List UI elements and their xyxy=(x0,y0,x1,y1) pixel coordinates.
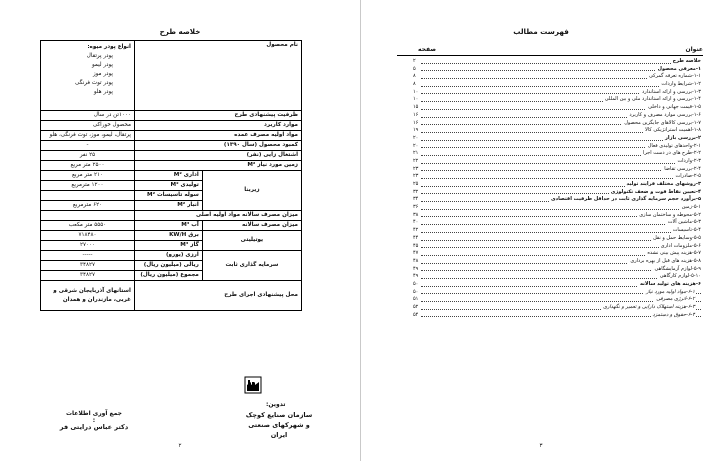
location-value: استانهای آذربایجان شرقی و غربی، مازندران و همدان xyxy=(41,281,135,311)
toc-entry-title: ۵-۹-لوازم آزمایشگاهی xyxy=(654,265,701,272)
toc-entry-page: ۳۶ xyxy=(413,204,419,211)
page-number: ۲ xyxy=(178,443,182,449)
toc-entry-title: ۵-۴-تاسیسات xyxy=(672,227,701,234)
toc-entry-title: ۵-۷-هزینه پیش بینی نشده xyxy=(647,250,701,257)
toc-entry-page: ۲۰ xyxy=(413,142,419,149)
toc-entry[interactable] xyxy=(413,204,701,212)
toc-col-page: صفحه xyxy=(418,46,437,53)
electricity-value: ۷۱۸۴۸۰ xyxy=(41,231,135,241)
toc-entry-title: ۳-روشهای مختلف فرایند تولید xyxy=(626,181,701,187)
toc-entry-title: ۵-۳-ماشین آلات xyxy=(667,219,701,226)
toc-entry[interactable] xyxy=(413,212,701,220)
dot-leader xyxy=(421,232,701,233)
toc-entry[interactable] xyxy=(413,281,701,289)
toc-entry-page: ۲۳ xyxy=(413,173,419,180)
toc-entry-title: ۶-۱-مواد اولیه مورد نیاز xyxy=(646,288,695,295)
toc-entry-title: ۱-معرفی محصول xyxy=(657,65,701,72)
toc-entry-page: ۱۰ xyxy=(413,88,419,95)
toc-entry-title: ۴-تعیین نقاط قوت و ضعف تکنولوژی xyxy=(610,188,701,195)
dot-leader xyxy=(421,163,701,164)
toc-entry-page: ۵ xyxy=(413,65,416,72)
toc-entry-page: ۵۰ xyxy=(413,288,419,295)
toc-entry[interactable] xyxy=(413,235,701,243)
toc-entry-page: ۳۸ xyxy=(413,211,419,218)
dot-leader xyxy=(421,224,701,225)
warehouse-label: انبار M² xyxy=(134,201,202,211)
collected-by-label: جمع آوری اطلاعات : xyxy=(65,410,122,424)
toc-entry-page: ۱۶ xyxy=(413,111,419,118)
toc-entry[interactable] xyxy=(413,166,701,174)
toc-list xyxy=(413,58,701,319)
capacity-value: ۱۰۰۰تن در سال xyxy=(41,111,135,121)
toc-entry-title: ۱-۱-شماره تعرفه گمرکی xyxy=(648,73,701,80)
toc-entry-page: ۱۵ xyxy=(413,104,419,111)
materials-label: مواد اولیه مصرف عمده xyxy=(134,131,301,141)
toc-entry[interactable] xyxy=(413,104,701,112)
dot-leader xyxy=(421,140,701,141)
admin-value: ۲۱۰ متر مربع xyxy=(41,171,135,181)
materials-consumption-label: میزان مصرف سالانه مواد اولیه اصلی xyxy=(134,211,301,221)
toc-entry-title: ۱-۴-بررسی و ارائه استاندارد ملی و بین المللی xyxy=(604,96,701,103)
toc-entry-page: ۸ xyxy=(413,81,416,88)
toc-entry[interactable] xyxy=(413,143,701,151)
toc-entry[interactable] xyxy=(413,219,701,227)
land-value: ۲۵۰۰ متر مربع xyxy=(41,161,135,171)
usage-value: محصول خوراکی xyxy=(41,121,135,131)
toc-entry-page: ۲۰ xyxy=(413,134,419,141)
toc-entry[interactable] xyxy=(413,250,701,258)
toc-entry[interactable] xyxy=(413,81,701,89)
toc-entry-title: ۱-۳-بررسی و ارائه استاندارد xyxy=(641,88,701,95)
water-label: آب M³ xyxy=(134,221,202,231)
page-number: ۳ xyxy=(539,443,543,449)
toc-entry-page: ۳۴ xyxy=(413,196,419,203)
toc-entry-title: ۵-۲-محوطه و ساختمان سازی xyxy=(639,211,701,218)
toc-entry-title: ۶-۴-حقوق و دستمزد xyxy=(652,311,695,318)
toc-entry-page: ۴۷ xyxy=(413,250,419,257)
employment-value: ۲۵ نفر xyxy=(41,151,135,161)
toc-entry-page: ۱۶ xyxy=(413,119,419,126)
total-label: مجموع (میلیون ریال) xyxy=(134,271,202,281)
toc-entry-page: ۲۱ xyxy=(413,150,419,157)
warehouse-value: ۶۲۰ مترمربع xyxy=(41,201,135,211)
electricity-label: برق KW/H xyxy=(134,231,202,241)
toc-entry[interactable] xyxy=(413,158,701,166)
product-item: پودر موز xyxy=(92,71,113,77)
toc-col-title: عنوان xyxy=(685,46,703,53)
toc-entry[interactable] xyxy=(413,135,701,143)
fx-label: ارزی (یورو) xyxy=(134,251,202,261)
water-value: ۵۵۵۰ متر مکعب xyxy=(41,221,135,231)
toc-entry[interactable] xyxy=(413,227,701,235)
toc-entry[interactable] xyxy=(413,150,701,158)
dot-leader xyxy=(421,178,701,179)
toc-entry[interactable] xyxy=(413,181,701,189)
rial-value: ۳۴۸۲۷ xyxy=(41,261,135,271)
toc-entry[interactable] xyxy=(413,296,701,304)
capacity-label: ظرفیت پیشنهادی طرح xyxy=(134,111,301,121)
product-name-label: نام محصول xyxy=(134,41,301,111)
fx-value: ----- xyxy=(41,251,135,261)
toc-entry-page: ۳۲ xyxy=(413,188,419,195)
toc-entry-title: ۶-۲-انرژی مصرفی xyxy=(656,296,695,303)
toc-entry-title: ۵-۵-وسایط حمل و نقل xyxy=(653,234,701,241)
toc-entry-title: ۱-۸-اهمیت استراتژیکی کالا xyxy=(645,127,701,134)
toc-entry-page: ۴۹ xyxy=(413,273,419,280)
toc-entry[interactable] xyxy=(413,112,701,120)
utilities-label: یوتیلیتی xyxy=(202,231,301,251)
dot-leader xyxy=(421,209,701,210)
toc-entry-title: ۲-۳-واردات xyxy=(677,157,701,164)
toc-entry-page: ۲۲ xyxy=(413,157,419,164)
total-value: ۳۴۸۲۷ xyxy=(41,271,135,281)
toc-entry-page: ۴۵ xyxy=(413,242,419,249)
dot-leader xyxy=(421,63,701,64)
product-item: پودر هلو xyxy=(93,89,113,95)
toc-entry-title: ۲-۴-بررسی تقاضا xyxy=(664,165,701,172)
gas-label: گاز M³ xyxy=(134,241,202,251)
annual-consumption-label: میزان مصرف سالانه xyxy=(202,221,301,231)
materials-value: پرتقال، لیمو، موز، توت فرنگی، هلو xyxy=(41,131,135,141)
fixed-capital-label: سرمایه گذاری ثابت xyxy=(202,251,301,281)
toc-entry-title: خلاصه طرح xyxy=(672,58,701,64)
toc-entry[interactable] xyxy=(413,196,701,204)
toc-entry-title: ۱-۷-بررسی کالاهای جایگزین محصول xyxy=(624,119,701,126)
toc-entry[interactable] xyxy=(413,120,701,128)
toc-entry-title: ۱-۲-شرایط واردات xyxy=(661,81,701,88)
toc-entry[interactable] xyxy=(413,58,701,66)
materials-consumption-value xyxy=(41,211,135,221)
gas-value: ۲۷۰۰۰ xyxy=(41,241,135,251)
toc-entry-title: ۵-۶-ملزومات اداری xyxy=(660,242,701,249)
organization-logo-icon xyxy=(244,376,262,394)
toc-entry-page: ۲۳ xyxy=(413,165,419,172)
toc-entry-page: ۵۱ xyxy=(413,296,419,303)
toc-entry[interactable] xyxy=(413,304,701,312)
toc-entry[interactable] xyxy=(413,73,701,81)
toc-entry[interactable] xyxy=(413,266,701,274)
toc-entry-title: ۲-۵-صادرات xyxy=(675,173,701,180)
summary-table xyxy=(40,40,302,311)
toc-title: فهرست مطالب xyxy=(513,27,569,36)
toc-entry-page: ۴۲ xyxy=(413,227,419,234)
compiled-by-label: تدوین: xyxy=(266,401,286,408)
toc-entry-title: ۵-۱۰-لوازم کارگاهی xyxy=(659,273,701,280)
toc-entry[interactable] xyxy=(413,96,701,104)
product-item: انواع پودر میوه: xyxy=(87,44,131,50)
toc-entry-title: ۲-بررسی بازار xyxy=(665,134,701,141)
product-item: پودر لیمو xyxy=(92,62,113,68)
toc-entry-page: ۱۰ xyxy=(413,96,419,103)
employment-label: اشتغال زایی (نفر) xyxy=(134,151,301,161)
production-label: تولیدی M² xyxy=(134,181,202,191)
toc-entry-title: ۵-۱-زمین xyxy=(681,204,701,211)
organization-name: سازمان صنایع کوچک و شهرکهای صنعتی ایران xyxy=(245,411,313,439)
toc-entry-page: ۱۹ xyxy=(413,127,419,134)
toc-page xyxy=(361,0,720,461)
location-label: محل پیشنهادی اجرای طرح xyxy=(134,281,301,311)
toc-entry[interactable] xyxy=(413,258,701,266)
toc-entry-page: ۸ xyxy=(413,73,416,80)
toc-entry[interactable] xyxy=(413,273,701,281)
infra-label: زیربنا xyxy=(202,171,301,211)
shortage-label: کمبود محصول (سال ۱۳۹۰) xyxy=(134,141,301,151)
shortage-value: - xyxy=(41,141,135,151)
toc-entry[interactable] xyxy=(413,312,701,320)
toc-entry-title: ۱-۶-بررسی موارد مصرف و کاربرد xyxy=(629,111,701,118)
dot-leader xyxy=(421,170,701,171)
toc-entry-title: ۵-۸-هزینه های قبل از بهره برداری xyxy=(630,257,701,264)
toc-entry-page: ۵۴ xyxy=(413,311,419,318)
toc-entry-title: ۶-هزینه های تولید سالانه xyxy=(639,280,701,287)
admin-label: اداری M² xyxy=(134,171,202,181)
toc-header xyxy=(397,46,703,56)
summary-title: خلاصه طرح xyxy=(159,27,201,36)
toc-entry[interactable] xyxy=(413,243,701,251)
toc-entry[interactable] xyxy=(413,127,701,135)
toc-entry[interactable] xyxy=(413,289,701,297)
toc-entry-page: ۵۰ xyxy=(413,280,419,287)
toc-entry[interactable] xyxy=(413,173,701,181)
product-item: پودر پرتقال xyxy=(86,53,113,59)
production-value: ۱۲۰۰ مترمربع xyxy=(41,181,135,191)
toc-entry-page: ۴۰ xyxy=(413,219,419,226)
toc-entry-title: ۲-۱-واحدهای تولیدی فعال xyxy=(647,142,701,149)
collector-name: دکتر عباس درایتی فر xyxy=(59,423,129,431)
toc-entry[interactable] xyxy=(413,89,701,97)
land-label: زمین مورد نیاز M² xyxy=(134,161,301,171)
toc-entry-page: ۴۹ xyxy=(413,265,419,272)
facilities-label: سوله تاسیسات M² xyxy=(134,191,202,201)
toc-entry-title: ۶-۳-هزینه استهلاک دارایی و تعمیر و نگهداری xyxy=(603,304,695,310)
product-item: پودر توت فرنگی xyxy=(74,80,113,86)
toc-entry-page: ۲ xyxy=(413,58,416,64)
toc-entry-page: ۲۵ xyxy=(413,181,419,187)
rial-label: ریالی (میلیون ریال) xyxy=(134,261,202,271)
product-list xyxy=(41,41,135,111)
toc-entry-page: ۵۲ xyxy=(413,304,419,310)
toc-entry-title: ۲-۲-طرح های در دست اجرا xyxy=(643,150,701,157)
toc-entry-title: ۵-برآورد حجم سرمایه گذاری ثابت در حداقل ظرفیت اقتصادی xyxy=(550,196,701,203)
facilities-value xyxy=(41,191,135,201)
toc-entry-page: ۴۴ xyxy=(413,234,419,241)
toc-entry-title: ۱-۵-قیمت جهانی و داخلی xyxy=(648,104,701,111)
usage-label: موارد کاربرد xyxy=(134,121,301,131)
toc-entry-page: ۴۸ xyxy=(413,257,419,264)
